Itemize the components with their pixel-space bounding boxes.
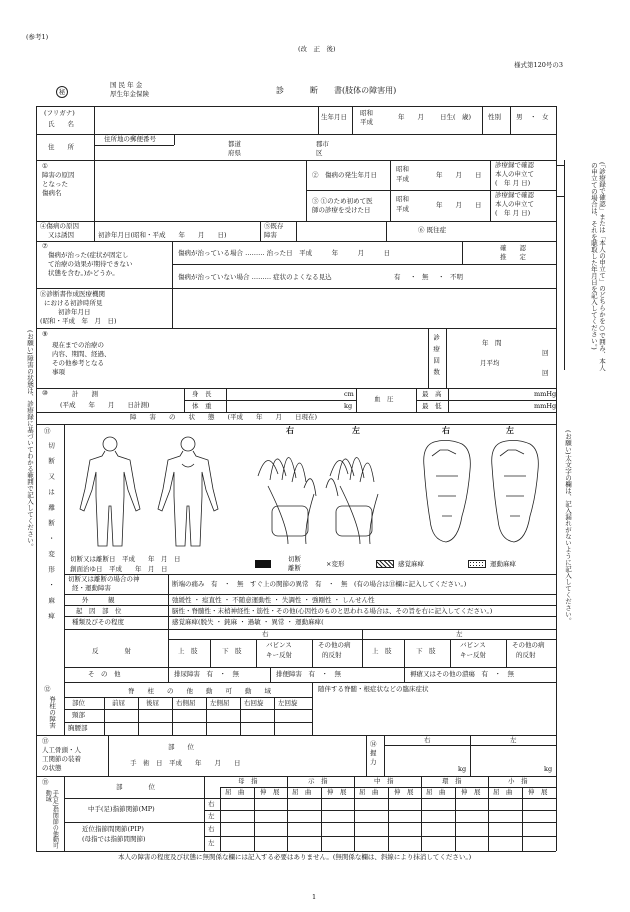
sex-label: 性別 (488, 113, 501, 121)
cured-estimate[interactable]: 推 定 (500, 253, 526, 261)
prospect-yes[interactable]: 有 (394, 273, 401, 281)
confirm-records-1[interactable]: 診療録で確認 (495, 161, 534, 169)
revised-label: (改 正 後) (298, 45, 336, 53)
side-note-bold: (お願い)太文字の欄は、記入漏れがないように記入してください。 (564, 430, 572, 624)
form-number: 様式第120号の3 (514, 61, 564, 69)
prospect-no[interactable]: 無 (422, 273, 429, 281)
confirm-records-2[interactable]: 診療録で確認 (495, 191, 534, 199)
title-1: 診 (276, 86, 284, 95)
hand-bone-diagram[interactable] (248, 436, 398, 548)
pension-label-2: 厚生年金保険 (110, 90, 149, 98)
dob-label: 生年月日 (321, 113, 347, 121)
sensory-legend-swatch (376, 560, 394, 568)
onset-date-label: ② 傷病の発生年月日 (312, 171, 377, 179)
sex-male[interactable]: 男 (516, 113, 523, 121)
title-3: 書(肢体の障害用) (334, 86, 397, 95)
side-note-confirm: (「診療録で確認」または「本人の申立て」のどちらかを○で囲み、本人の申立ての場合は、それを聴取した年月日を記入してください。) (589, 162, 606, 371)
side-note-records: (お願い)障害の状態は、診療録に基づいてわかる範囲で記入してください。 (26, 330, 34, 550)
cured-confirm[interactable]: 確 認 (500, 244, 526, 252)
cured-line: 傷病が治っている場合 ……… 治った日 平成 年 月 日 (178, 249, 391, 257)
title-2: 断 (310, 86, 318, 95)
page-number: 1 (312, 893, 317, 901)
confirm-self-1[interactable]: 本人の申立て (495, 170, 534, 178)
motor-legend-swatch (468, 560, 486, 568)
foot-bone-diagram[interactable] (412, 436, 552, 548)
footer-note: 本人の障害の程度及び状態に無関係な欄には記入する必要はありません。(無関係な欄は、斜線により抹消してください。) (118, 853, 472, 861)
visit-count-label: 診療回数 (432, 334, 441, 380)
reference-label: (参考1) (26, 33, 49, 41)
confidential-stamp: 秘 (56, 86, 68, 98)
postal-code-label: 住所地の郵便番号 (104, 135, 156, 143)
pension-label-1: 国 民 年 金 (110, 81, 143, 89)
prospect-unknown[interactable]: 不明 (450, 273, 463, 281)
section-header: 障 害 の 状 態 (平成 年 月 日現在) (130, 413, 318, 421)
confirm-self-2[interactable]: 本人の申立て (495, 200, 534, 208)
body-diagram[interactable] (70, 434, 240, 552)
amputation-legend-swatch (255, 560, 271, 568)
sex-female[interactable]: 女 (542, 113, 549, 121)
